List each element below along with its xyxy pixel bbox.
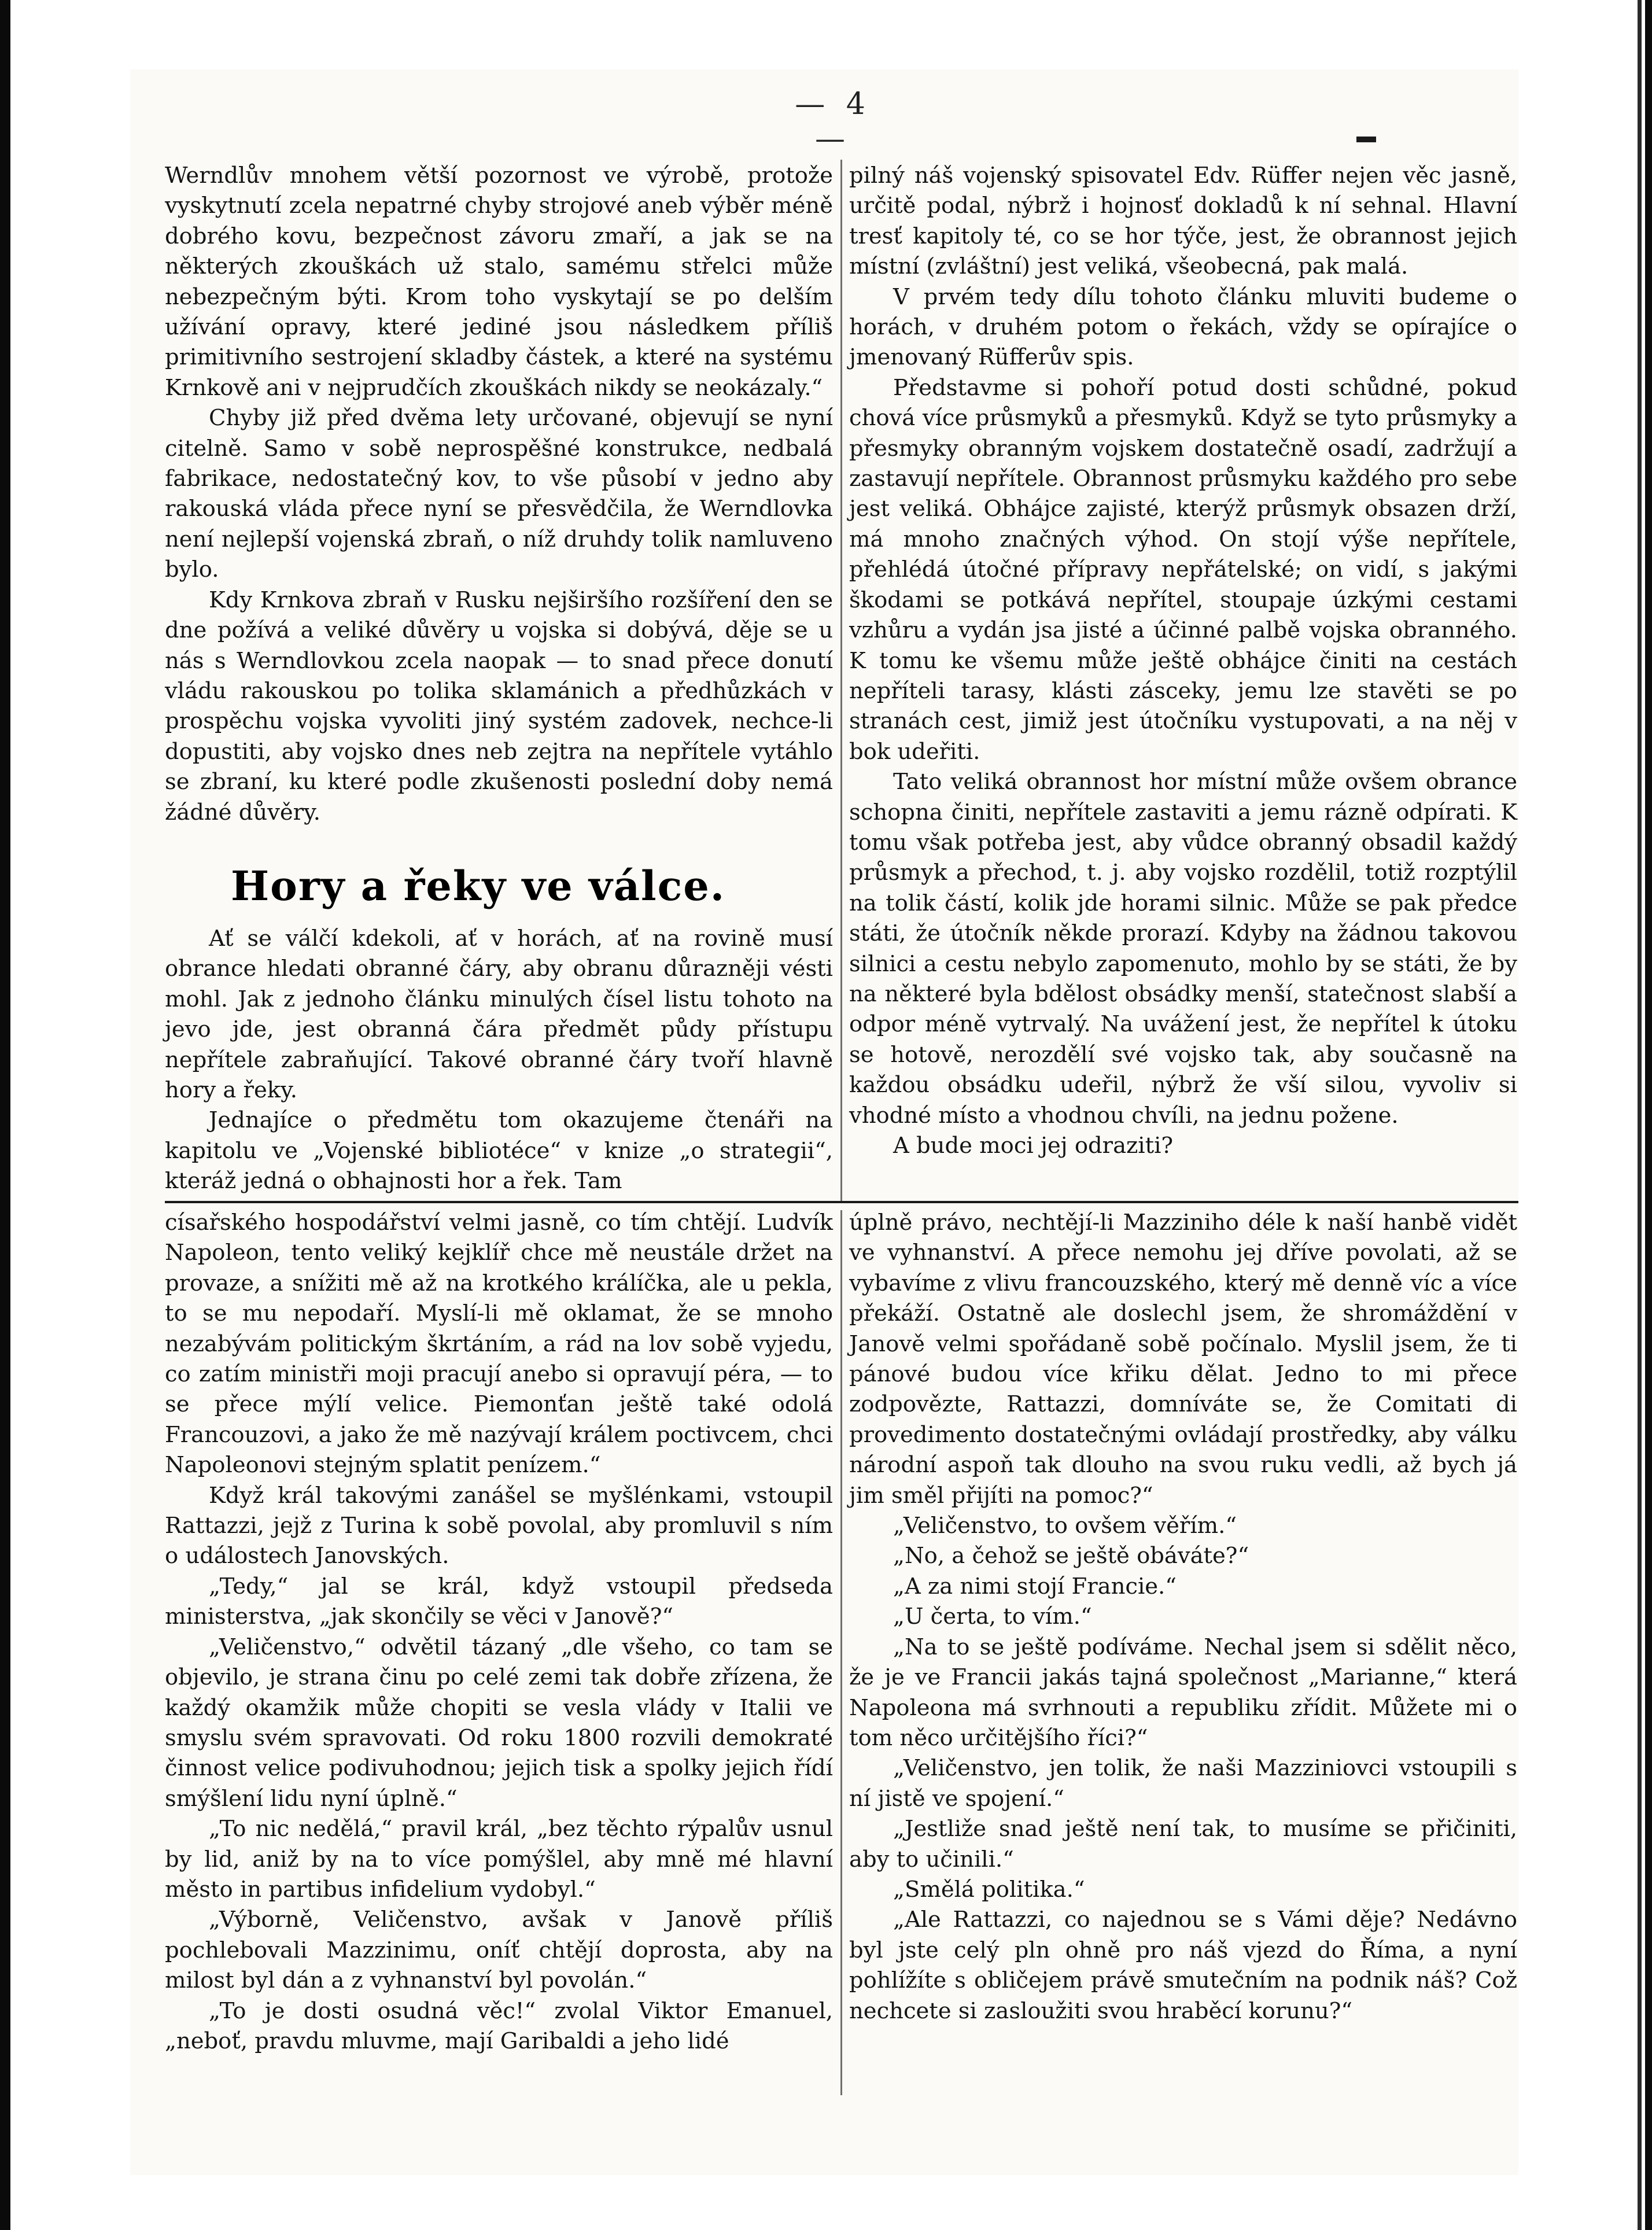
article-column-upper-right [849, 161, 1517, 1161]
dialogue-line: „Výborně, Veličenstvo, avšak v Janově příliš pochlebovali Mazzinimu, oníť chtějí doprosta, aby na milost byl dán a z vyhnanství byl povolán.“ [165, 1907, 833, 1994]
scan-border-left [0, 0, 10, 2230]
paragraph: úplně právo, nechtějí-li Mazziniho déle k naší hanbě vidět ve vyhnanství. A přece nemohu jej dříve povolati, až se vybavíme z vlivu francouzského, který mě denně víc a více překáží. Ostatně ale doslechl jsem, že shromáždění v Janově velmi spořádaně sobě počínalo. Myslil jsem, že ti pánové budou více křiku dělat. Jedno to mi přece zodpovězte, Rattazzi, domníváte se, že Comitati di provedimento dostatečnými ovládají prostředky, aby válku národní aspoň tak dlouho na svou ruku vedli, až bych já jim směl přijíti na pomoc?“ [849, 1210, 1517, 1509]
dialogue-line: „Ale Rattazzi, co najednou se s Vámi děje? Nedávno byl jste celý pln ohně pro náš vjezd do Říma, a nyní pohlížíte s obličejem právě smutečním na podnik náš? Což nechcete si zasloužiti svou hraběcí korunu?“ [849, 1907, 1517, 2024]
dialogue-line: „Veličenstvo,“ odvětil tázaný „dle všeho, co tam se objevilo, je strana činu po celé zemi tak dobře zřízena, že každý okamžik může chopiti se vesla vlády v Italii ve smyslu svém spravovati. Od roku 1800 rozvili demokraté činnost velice podivuhodnou; jejich tisk a spolky jejich řídí smýšlení lidu nyní úplně.“ [165, 1634, 833, 1812]
paragraph: Tato veliká obrannost hor místní může ovšem obrance schopna činiti, nepřítele zastaviti a jemu rázně odpírati. K tomu však potřeba jest, aby vůdce obranný obsadil každý průsmyk a přechod, t. j. aby vojsko rozdělil, totiž rozptýlil na tolik částí, kolik jde horami silnic. Může se pak předce státi, že útočník někde prorazí. Kdyby na žádnou takovou silnici a cestu nebylo zapomenuto, mohlo by se státi, že by na některé byla bdělost obsádky menší, statečnost slabší a odpor méně vytrvalý. Na uvážení jest, že nepřítel k útoku se hotově, nerozdělí své vojsko tak, aby současně na každou obsádku udeřil, nýbrž že vší silou, vyvoliv si vhodné místo a vhodnou chvíli, na jednu požene. [849, 769, 1517, 1129]
paragraph: Jednajíce o předmětu tom okazujeme čtenáři na kapitolu ve „Vojenské bibliotéce“ v knize „o strategii“, kteráž jedná o obhajnosti hor a řek. Tam [165, 1107, 833, 1195]
paragraph: Kdy Krnkova zbraň v Rusku nejširšího rozšíření den se dne požívá a veliké důvěry u vojska si dobývá, děje se u nás s Werndlovkou zcela naopak — to snad přece donutí vládu rakouskou po tolika sklamánich a předhůzkách v prospěchu vojska vyvoliti jiný systém zadovek, nechce-li dopustiti, aby vojsko dnes neb zejtra na nepřítele vytáhlo se zbraní, ku které podle zkušenosti poslední doby nemá žádné důvěry. [165, 587, 833, 825]
dialogue-line: „To je dosti osudná věc!“ zvolal Viktor Emanuel, „neboť, pravdu mluvme, mají Garibaldi a jeho lidé [165, 1997, 833, 2054]
section-divider [165, 1201, 1518, 1203]
dialogue-line: „Jestliže snad ještě není tak, to musíme se přičiniti, aby to učinili.“ [849, 1816, 1517, 1873]
dialogue-line: „A za nimi stojí Francie.“ [893, 1573, 1177, 1599]
paragraph: Představme si pohoří potud dosti schůdné, pokud chová více průsmyků a přesmyků. Když se tyto průsmyky a přesmyky obranným vojskem dostatečně osadí, zadržují a zastavují nepřítele. Obrannost průsmyku každého pro sebe jest veliká. Obhájce zajisté, kterýž průsmyk obsazen drží, má mnoho značných výhod. On stojí výše nepřítele, přehlédá útočné přípravy nepřátelské; on vidí, s jakými škodami se potkává nepřítel, stoupaje úzkými cestami vzhůru a vydán jsa jisté a účinné palbě vojska obranného. K tomu ke všemu může ještě obhájce činiti na cestách nepříteli tarasy, klásti zásceky, jemu lze stavěti se po stranách cest, jimiž jest útočníku vystupovati, a na něj v bok udeřiti. [849, 374, 1517, 765]
ink-mark [1356, 137, 1376, 142]
paragraph: Chyby již před dvěma lety určované, objevují se nyní citelně. Samo v sobě neprospěšné konstrukce, nedbalá fabrikace, nedostatečný kov, to vše působí v jedno aby rakouská vláda přece nyní se přesvědčila, že Werndlovka není nejlepší vojenská zbraň, o níž druhdy tolik namluveno bylo. [165, 405, 833, 583]
page-number: — 4 — [795, 87, 871, 156]
feuilleton-column-left [165, 1208, 833, 2056]
dialogue-line: „Veličenstvo, to ovšem věřím.“ [893, 1513, 1237, 1539]
dialogue-line: „No, a čehož se ještě obáváte?“ [893, 1543, 1249, 1569]
column-divider-lower [840, 1210, 842, 2095]
paragraph: A bude moci jej odraziti? [893, 1133, 1174, 1159]
paragraph: Werndlův mnohem větší pozornost ve výrobě, protože vyskytnutí zcela nepatrné chyby strojové aneb výběr méně dobrého kovu, bezpečnost závoru zmaří, a jak se na některých zkouškách už stalo, samému střelci může nebezpečným býti. Krom toho vyskytají se po delším užívání opravy, které jediné jsou následkem příliš primitivního sestrojení skladby částek, a které na systému Krnkově ani v nejprudčích zkouškách nikdy se neokázaly.“ [165, 163, 833, 401]
scan-border-right [1645, 0, 1652, 2230]
feuilleton-column-right [849, 1208, 1517, 2026]
scan-border-right-inner [1638, 0, 1642, 2230]
paragraph: V prvém tedy dílu tohoto článku mluviti budeme o horách, v druhém potom o řekách, vždy se opírajíce o jmenovaný Rüfferův spis. [849, 283, 1517, 371]
column-divider-upper [840, 160, 842, 1201]
article-heading: Hory a řeky ve válce. [231, 861, 726, 910]
dialogue-line: „Smělá politika.“ [893, 1876, 1085, 1903]
dialogue-line: „To nic nedělá,“ pravil král, „bez těchto rýpalův usnul by lid, aniž by na to více pomýšlel, aby mně mé hlavní město in partibus infidelium vydobyl.“ [165, 1816, 833, 1903]
paragraph: Ať se válčí kdekoli, ať v horách, ať na rovině musí obrance hledati obranné čáry, aby obranu důrazněji vésti mohl. Jak z jednoho článku minulých čísel listu tohoto na jevo jde, jest obranná čára předmět půdy přístupu nepřítele zabraňující. Takové obranné čáry tvoří hlavně hory a řeky. [165, 925, 833, 1103]
article-column-upper-left [165, 161, 833, 1197]
dialogue-line: „Veličenstvo, jen tolik, že naši Mazziniovci vstoupili s ní jistě ve spojení.“ [849, 1755, 1517, 1812]
paragraph: císařského hospodářství velmi jasně, co tím chtějí. Ludvík Napoleon, tento veliký kejklíř chce mě neustále držet na provaze, a snížiti mě až na krotkého králíčka, ale u pekla, to se mu nepodaří. Myslí-li mě oklamat, že se mnoho nezabývám politickým škrtáním, a rád na lov sobě vyjedu, co zatím ministři moji pracují anebo si opravují péra, — to se přece mýlí velice. Piemonťan ještě také odolá Francouzovi, a jako že mě nazývají králem poctivcem, chci Napoleonovi stejným splatit penízem.“ [165, 1210, 833, 1479]
paragraph: pilný náš vojenský spisovatel Edv. Rüffer nejen věc jasně, určitě podal, nýbrž i hojnosť dokladů k ní sehnal. Hlavní tresť kapitoly té, co se hor týče, jest, že obrannost jejich místní (zvláštní) jest veliká, všeobecná, pak malá. [849, 163, 1517, 280]
dialogue-line: „Tedy,“ jal se král, když vstoupil předseda ministerstva, „jak skončily se věci v Janově?“ [165, 1573, 833, 1630]
dialogue-line: „U čerta, to vím.“ [893, 1604, 1092, 1630]
dialogue-line: „Na to se ještě podíváme. Nechal jsem si sdělit něco, že je ve Francii jakás tajná společnost „Marianne,“ která Napoleona má svrhnouti a republiku zřídit. Můžete mi o tom něco určitějšího říci?“ [849, 1634, 1517, 1751]
paragraph: Když král takovými zanášel se myšlénkami, vstoupil Rattazzi, jejž z Turina k sobě povolal, aby promluvil s ním o událostech Janovských. [165, 1482, 833, 1569]
